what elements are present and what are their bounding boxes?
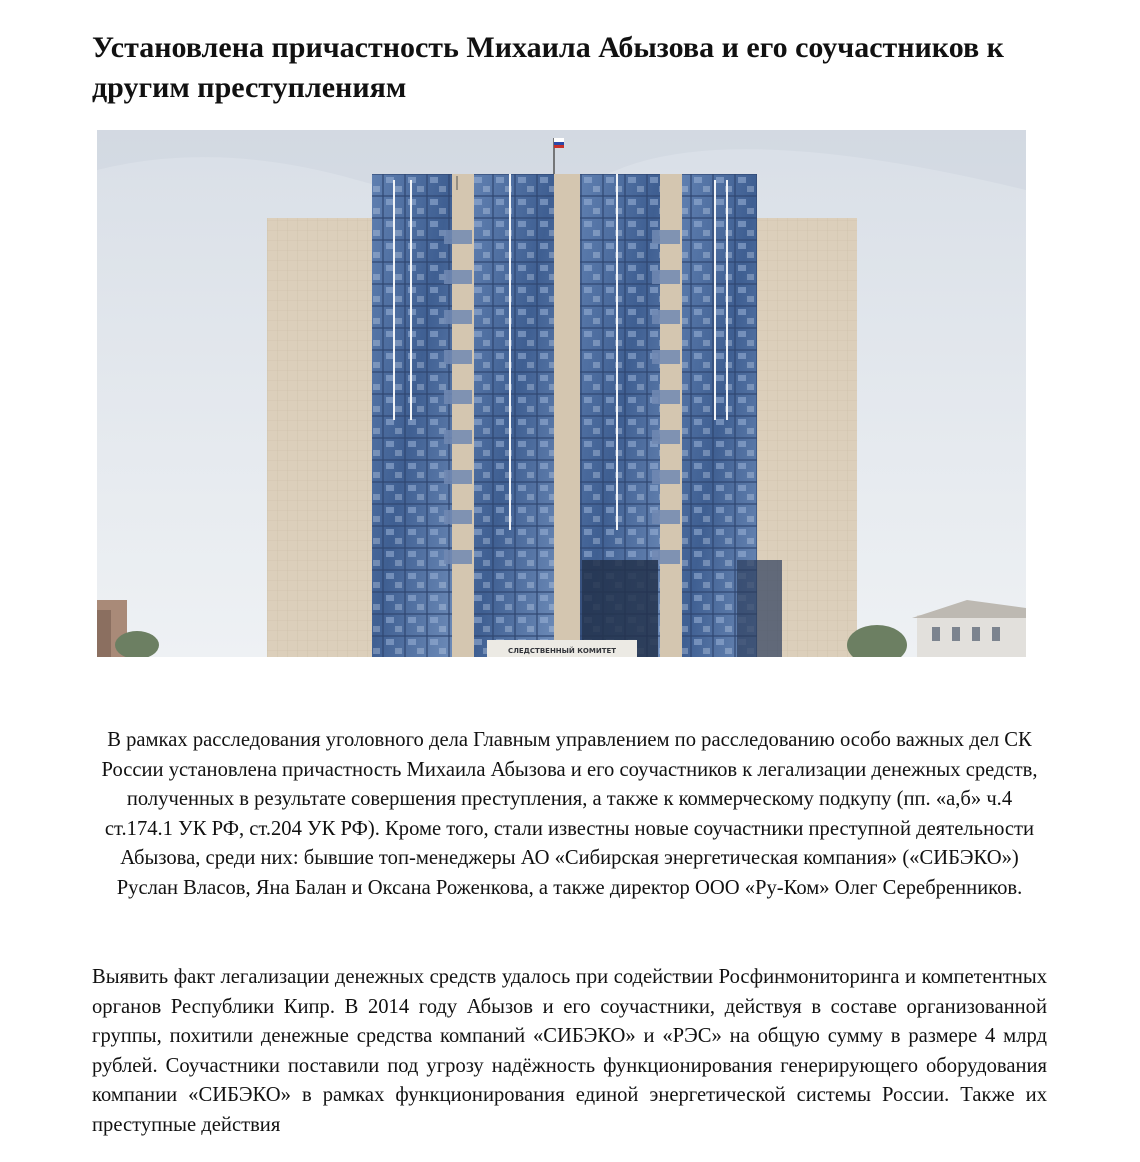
article-paragraph-1: В рамках расследования уголовного дела Главным управлением по расследованию особо важных дел СК России установлена причастность Михаила Абызова и его соучастников к легализации денежных средств, полученных в результате совершения преступления, а также к коммерческому подкупу (пп. «а,б» ч.4 ст.174.1 УК РФ, ст.204 УК РФ). Кроме того, стали известны новые соучастники преступной деятельности Абызова, среди них: бывшие топ-менеджеры АО «Сибирская энергетическая компания» («СИБЭКО») Руслан Власов, Яна Балан и Оксана Роженкова, а также директор ООО «Ру-Ком» Олег Серебренников. <box>101 729 1038 899</box>
article-paragraph-2: Выявить факт легализации денежных средств удалось при содействии Росфинмониторинга и компетентных органов Республики Кипр. В 2014 году Абызов и его соучастники, действуя в составе организованной группы, похитили денежные средства компаний «СИБЭКО» и «РЭС» на общую сумму в размере 4 млрд рублей. Соучастники поставили под угрозу надёжность функционирования генерирующего оборудования компании «СИБЭКО» в рамках функционирования единой энергетической системы России. Также их преступные действия <box>92 966 1047 1136</box>
article-photo <box>97 130 1026 657</box>
article-title: Установлена причастность Михаила Абызова и его соучастников к другим преступлениям <box>92 31 1004 104</box>
entrance-sign-text: СЛЕДСТВЕННЫЙ КОМИТЕТ <box>507 647 617 655</box>
building-illustration <box>97 130 1026 657</box>
